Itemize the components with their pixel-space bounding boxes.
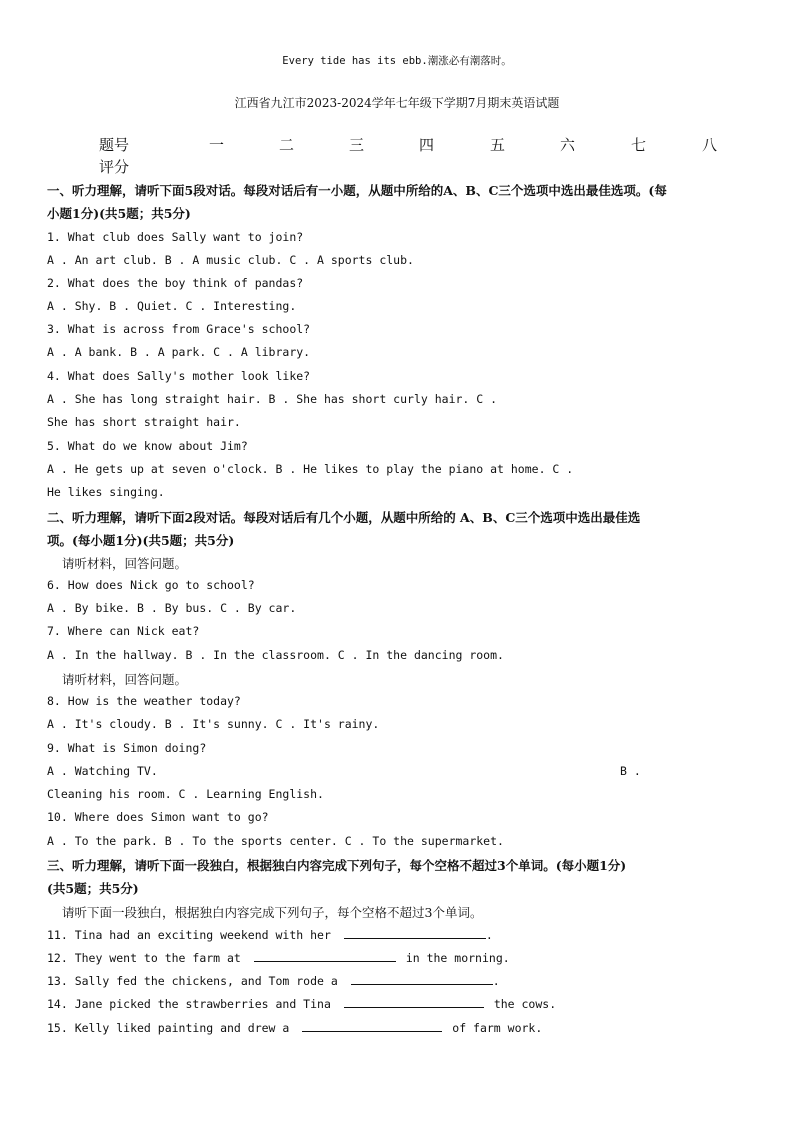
section-heading: 一、听力理解，请听下面5段对话。每段对话后有一小题，从题中所给的A、B、C三个选项中选出最佳选项。(每	[47, 183, 667, 198]
fill-in-text: in the morning.	[405, 951, 510, 965]
section-heading: 项。(每小题1分)(共5题；共5分)	[47, 533, 235, 548]
fill-in-item	[47, 973, 500, 988]
fill-in-text: of farm work.	[452, 1021, 543, 1035]
question-text: 2. What does the boy think of pandas?	[47, 276, 304, 290]
answer-blank[interactable]	[344, 996, 484, 1008]
score-table	[0, 134, 794, 174]
question-text: 1. What club does Sally want to join?	[47, 230, 304, 244]
question-text: 3. What is across from Grace's school?	[47, 322, 311, 336]
fill-in-text: 14. Jane picked the strawberries and Tina	[47, 997, 331, 1011]
options-text: A . By bike. B . By bus. C . By car.	[47, 601, 297, 615]
answer-blank[interactable]	[254, 950, 396, 962]
instruction-text: 请听材料，回答问题。	[62, 672, 188, 687]
options-text: He likes singing.	[47, 485, 165, 499]
fill-in-text: .	[492, 974, 500, 988]
instruction-text: 请听材料，回答问题。	[62, 556, 188, 571]
fill-in-item	[47, 996, 556, 1011]
question-text: 5. What do we know about Jim?	[47, 439, 248, 453]
score-table-column: 八	[702, 136, 718, 154]
answer-blank[interactable]	[351, 973, 493, 985]
fill-in-text: 12. They went to the farm at	[47, 951, 241, 965]
fill-in-item	[47, 1020, 542, 1035]
fill-in-text: .	[485, 928, 493, 942]
options-text: A . She has long straight hair. B . She has short curly hair. C .	[47, 392, 498, 406]
section-heading: 二、听力理解，请听下面2段对话。每段对话后有几个小题，从题中所给的 A、B、C三个选项中选出最佳选	[47, 510, 641, 525]
question-text: 4. What does Sally's mother look like?	[47, 369, 311, 383]
fill-in-text: 13. Sally fed the chickens, and Tom rode a	[47, 974, 338, 988]
score-table-row-label: 题号	[99, 136, 130, 154]
question-text: 8. How is the weather today?	[47, 694, 241, 708]
options-text: A . In the hallway. B . In the classroom. C . In the dancing room.	[47, 648, 504, 662]
answer-blank[interactable]	[302, 1020, 442, 1032]
fill-in-item	[47, 950, 510, 965]
page-motto: Every tide has its ebb.潮涨必有潮落时。	[282, 55, 512, 67]
question-text: 7. Where can Nick eat?	[47, 624, 200, 638]
answer-blank[interactable]	[344, 927, 486, 939]
fill-in-text: 15. Kelly liked painting and drew a	[47, 1021, 290, 1035]
options-text: A . A bank. B . A park. C . A library.	[47, 345, 311, 359]
options-text: She has short straight hair.	[47, 415, 241, 429]
question-text: 10. Where does Simon want to go?	[47, 810, 269, 824]
section-heading: 三、听力理解，请听下面一段独白，根据独白内容完成下列句子，每个空格不超过3个单词。(每小题1分)	[47, 858, 627, 873]
instruction-text: 请听下面一段独白，根据独白内容完成下列句子，每个空格不超过3个单词。	[62, 905, 483, 920]
options-text: A . Watching TV.	[47, 764, 158, 778]
fill-in-text: the cows.	[493, 997, 557, 1011]
section-heading: 小题1分)(共5题；共5分)	[47, 206, 191, 221]
options-text: A . He gets up at seven o'clock. B . He likes to play the piano at home. C .	[47, 462, 574, 476]
score-table-column: 五	[490, 136, 506, 154]
options-text: A . To the park. B . To the sports center. C . To the supermarket.	[47, 834, 504, 848]
options-text: Cleaning his room. C . Learning English.	[47, 787, 324, 801]
options-text: A . Shy. B . Quiet. C . Interesting.	[47, 299, 297, 313]
options-text: A . An art club. B . A music club. C . A sports club.	[47, 253, 414, 267]
question-text: 6. How does Nick go to school?	[47, 578, 255, 592]
score-table-column: 六	[560, 136, 576, 154]
score-table-row-label: 评分	[99, 158, 130, 176]
fill-in-text: 11. Tina had an exciting weekend with her	[47, 928, 331, 942]
fill-in-item	[47, 927, 493, 942]
score-table-column: 四	[419, 136, 435, 154]
options-text: B .	[620, 764, 641, 778]
score-table-column: 一	[209, 136, 225, 154]
score-table-column: 二	[279, 136, 295, 154]
score-table-column: 三	[349, 136, 365, 154]
question-text: 9. What is Simon doing?	[47, 741, 207, 755]
section-heading: (共5题；共5分)	[47, 881, 139, 896]
options-text: A . It's cloudy. B . It's sunny. C . It's rainy.	[47, 717, 380, 731]
page-title: 江西省九江市2023-2024学年七年级下学期7月期末英语试题	[234, 96, 560, 110]
score-table-column: 七	[631, 136, 647, 154]
